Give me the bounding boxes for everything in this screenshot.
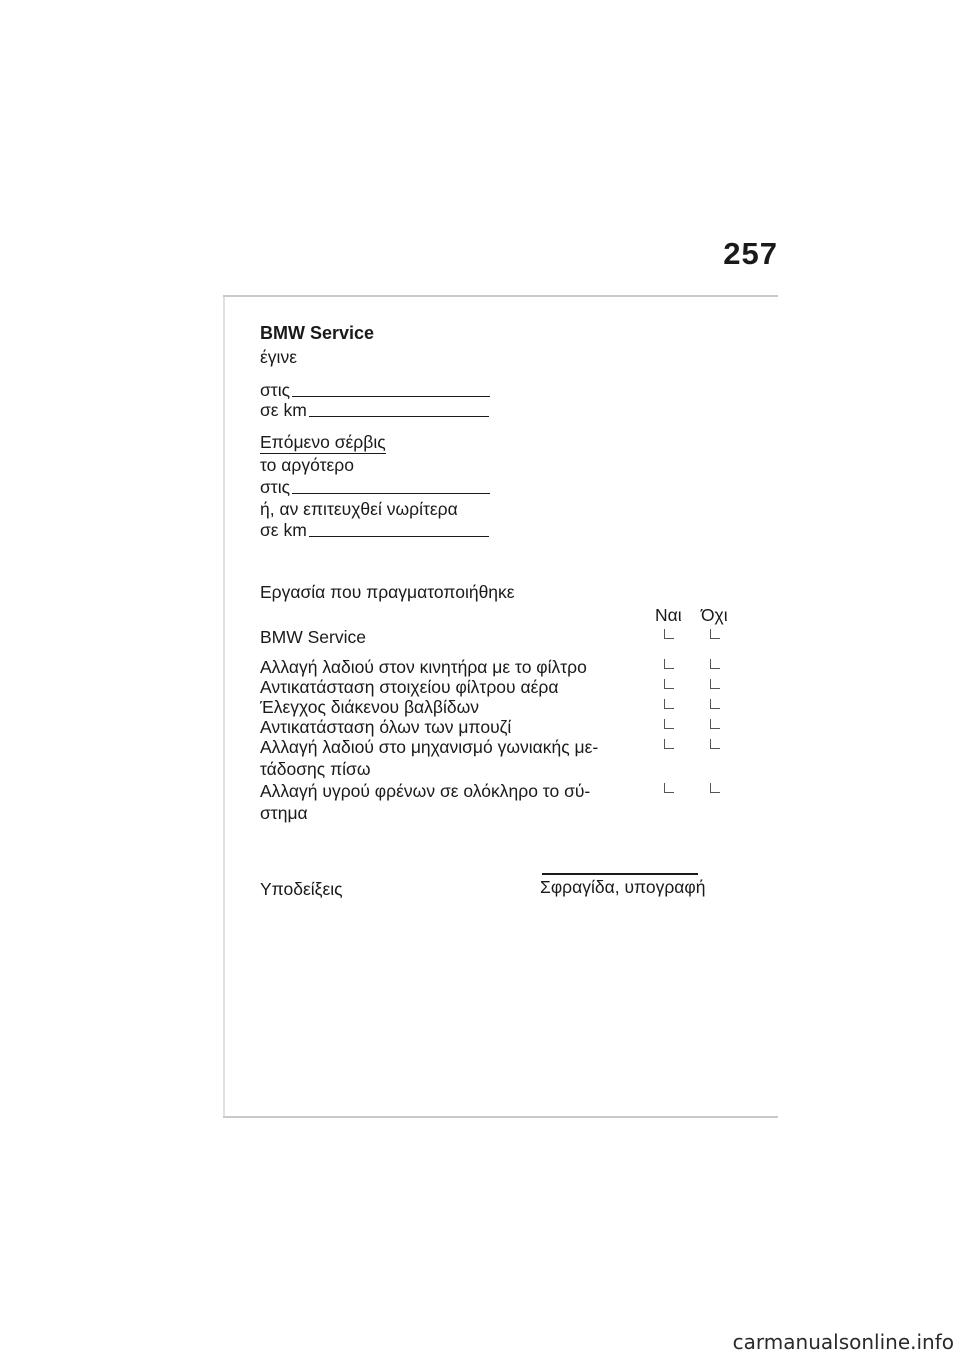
work-item-air-filter: Αντικατάσταση στοιχείου φίλτρου αέρα <box>260 677 559 697</box>
work-item-brake-fluid: Αλλαγή υγρού φρένων σε ολόκληρο το σύ- <box>260 781 591 801</box>
checkbox-no-spark-plugs[interactable] <box>710 719 720 729</box>
col-no-header: Όχι <box>701 605 728 625</box>
next-date-label: στις <box>260 477 291 497</box>
work-item-valve-clearance: Έλεγχος διάκενου βαλβίδων <box>260 697 480 717</box>
checkbox-yes-rear-drive-oil[interactable] <box>664 739 674 749</box>
work-item-rear-drive-oil: Αλλαγή λαδιού στο μηχανισμό γωνιακής με- <box>260 737 599 757</box>
checkbox-no-air-filter[interactable] <box>710 679 720 689</box>
bottom-divider <box>223 1116 778 1118</box>
stamp-signature-label: Σφραγίδα, υπογραφή <box>540 877 706 897</box>
checkbox-no-rear-drive-oil[interactable] <box>710 739 720 749</box>
top-divider <box>223 295 778 297</box>
next-date-field[interactable] <box>260 477 490 498</box>
work-item-brake-fluid-cont: στημα <box>260 803 308 823</box>
checkbox-yes-engine-oil[interactable] <box>664 659 674 669</box>
work-heading: Εργασία που πραγματοποιήθηκε <box>260 582 515 602</box>
work-item-rear-drive-oil-cont: τάδοσης πίσω <box>260 759 371 779</box>
done-date-blank[interactable] <box>292 396 490 397</box>
next-km-label: σε km <box>260 520 307 540</box>
checkbox-no-engine-oil[interactable] <box>710 659 720 669</box>
left-divider <box>223 297 225 1116</box>
done-km-blank[interactable] <box>309 416 489 417</box>
watermark-text: carmanualsonline.info <box>732 1330 954 1354</box>
checkbox-yes-air-filter[interactable] <box>664 679 674 689</box>
checkbox-no-valve-clearance[interactable] <box>710 699 720 709</box>
next-km-field[interactable] <box>260 520 489 541</box>
checkbox-no-bmw-service[interactable] <box>710 629 720 639</box>
work-item-spark-plugs: Αντικατάσταση όλων των μπουζί <box>260 717 512 737</box>
next-km-blank[interactable] <box>309 536 489 537</box>
done-km-label: σε km <box>260 400 307 420</box>
done-date-label: στις <box>260 380 291 400</box>
checkbox-yes-spark-plugs[interactable] <box>664 719 674 729</box>
done-label: έγινε <box>260 347 297 367</box>
done-km-field[interactable] <box>260 400 489 421</box>
work-item-bmw-service: BMW Service <box>260 627 366 647</box>
checkbox-yes-brake-fluid[interactable] <box>664 783 674 793</box>
section-title: BMW Service <box>260 323 375 343</box>
signature-line[interactable] <box>542 873 698 875</box>
work-item-engine-oil: Αλλαγή λαδιού στον κινητήρα με το φίλτρο <box>260 657 587 677</box>
next-date-blank[interactable] <box>292 493 490 494</box>
checkbox-yes-valve-clearance[interactable] <box>664 699 674 709</box>
next-earlier-label: ή, αν επιτευχθεί νωρίτερα <box>260 499 458 519</box>
done-date-field[interactable] <box>260 380 490 401</box>
checkbox-yes-bmw-service[interactable] <box>664 629 674 639</box>
checkbox-no-brake-fluid[interactable] <box>710 783 720 793</box>
page-number: 257 <box>723 236 778 271</box>
col-yes-header: Ναι <box>655 605 682 625</box>
next-service-heading: Επόμενο σέρβις <box>260 432 386 452</box>
next-latest-label: το αργότερο <box>260 455 354 475</box>
notes-label: Υποδείξεις <box>260 879 343 899</box>
